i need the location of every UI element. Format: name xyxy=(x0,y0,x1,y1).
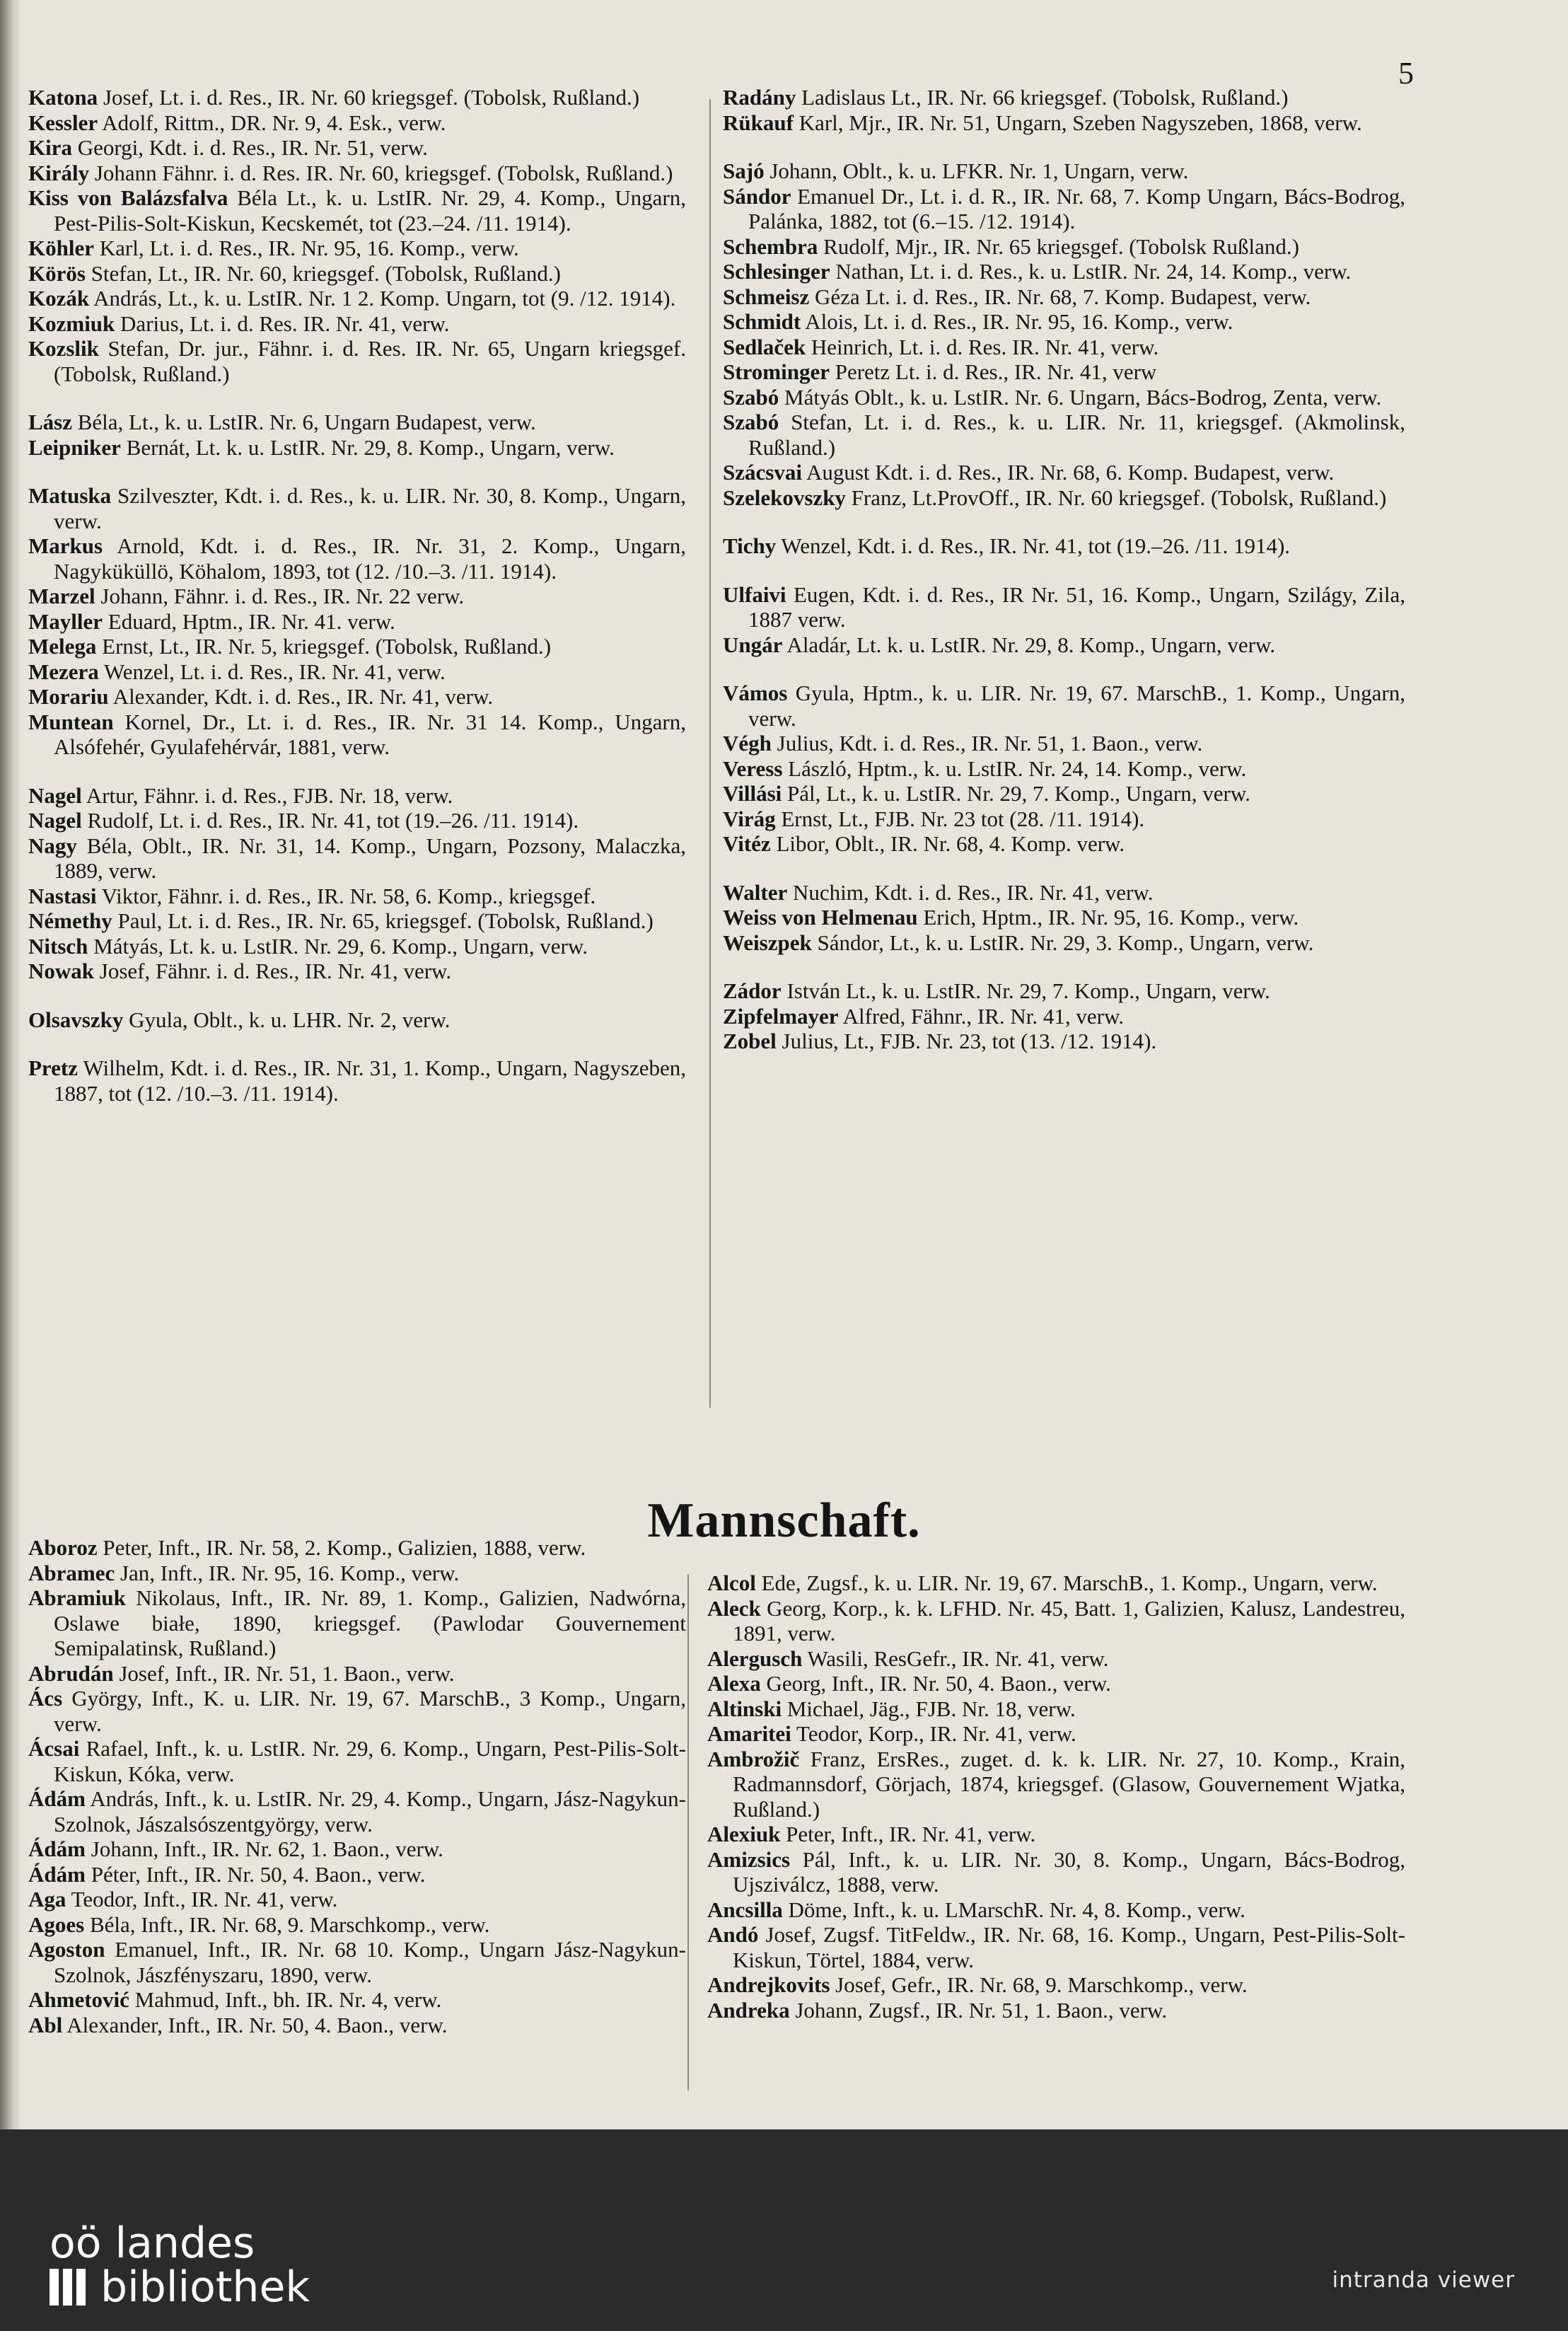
entry-spacer xyxy=(28,1032,686,1055)
entry-details: Nuchim, Kdt. i. d. Res., IR. Nr. 41, verw. xyxy=(787,879,1154,905)
entry-details: Sándor, Lt., k. u. LstIR. Nr. 29, 3. Komp., Ungarn, verw. xyxy=(811,930,1314,955)
entry-details: Erich, Hptm., IR. Nr. 95, 16. Komp., verw. xyxy=(917,905,1299,930)
entry-surname: Markus xyxy=(28,533,103,558)
entry-surname: Ancsilla xyxy=(707,1897,783,1922)
roll-entry xyxy=(723,158,1405,184)
entry-surname: Zipfelmayer xyxy=(723,1003,839,1029)
roll-entry xyxy=(707,1671,1405,1696)
entry-surname: Strominger xyxy=(723,359,830,384)
roll-entry xyxy=(723,781,1405,806)
roll-entry xyxy=(28,135,686,161)
entry-details: Julius, Lt., FJB. Nr. 23, tot (13. /12. 1914). xyxy=(776,1029,1157,1053)
entry-surname: Nastasi xyxy=(28,883,97,908)
section-title: Mannschaft. xyxy=(647,1493,921,1548)
entry-surname: Agoes xyxy=(28,1911,85,1937)
entry-details: Artur, Fähnr. i. d. Res., FJB. Nr. 18, verw. xyxy=(81,782,453,808)
entry-details: Rudolf, Mjr., IR. Nr. 65 kriegsgef. (Tobolsk Rußland.) xyxy=(818,233,1299,259)
roll-entry xyxy=(723,85,1405,110)
entry-details: Johann, Fähnr. i. d. Res., IR. Nr. 22 verw. xyxy=(95,584,465,608)
entry-details: Mátyás Oblt., k. u. LstIR. Nr. 6. Ungarn, Bács-Bodrog, Zenta, verw. xyxy=(779,384,1382,410)
roll-entry xyxy=(28,1987,686,2013)
entry-surname: Andreka xyxy=(707,1997,790,2023)
entry-spacer xyxy=(28,760,686,783)
entry-surname: Szelekovszky xyxy=(723,485,846,510)
roll-entry xyxy=(28,1887,686,1912)
library-logo[interactable] xyxy=(50,2221,310,2313)
roll-entry xyxy=(723,1004,1405,1029)
entry-surname: Nagy xyxy=(28,833,77,858)
entry-details: Pál, Inft., k. u. LIR. Nr. 30, 8. Komp., Ungarn, Bács-Bodrog, Ujsziválcz, 1888, verw. xyxy=(733,1846,1405,1897)
roll-entry xyxy=(28,1055,686,1106)
entry-details: Alfred, Fähnr., IR. Nr. 41, verw. xyxy=(838,1003,1125,1029)
entry-details: Franz, ErsRes., zuget. d. k. k. LIR. Nr. 27, 10. Komp., Krain, Radmannsdorf, Görjach, 1874, kriegsgef. (Glasow, Gouvernement Wjatka, Rußland.) xyxy=(733,1746,1405,1822)
roll-entry xyxy=(28,833,686,884)
entry-surname: Ádám xyxy=(28,1861,86,1887)
roll-entry xyxy=(707,1822,1405,1847)
roll-entry xyxy=(28,1686,686,1736)
entry-spacer xyxy=(723,955,1405,978)
entry-surname: Abramiuk xyxy=(28,1585,126,1610)
roll-entry xyxy=(723,410,1405,460)
entry-spacer xyxy=(723,135,1405,158)
entry-details: Karl, Lt. i. d. Res., IR. Nr. 95, 16. Komp., verw. xyxy=(94,236,519,260)
roll-entry xyxy=(28,85,686,110)
entry-surname: Kozák xyxy=(28,286,90,311)
entry-surname: Melega xyxy=(28,634,97,659)
roll-entry xyxy=(28,609,686,635)
roll-entry xyxy=(723,831,1405,857)
entry-details: Karl, Mjr., IR. Nr. 51, Ungarn, Szeben Nagyszeben, 1868, verw. xyxy=(793,110,1362,135)
roll-entry xyxy=(28,261,686,287)
entry-surname: Altinski xyxy=(707,1696,782,1721)
roll-entry xyxy=(28,236,686,261)
entry-details: Rafael, Inft., k. u. LstIR. Nr. 29, 6. Komp., Ungarn, Pest-Pilis-Solt-Kiskun, Kóka, verw. xyxy=(54,1736,686,1786)
entry-details: Rudolf, Lt. i. d. Res., IR. Nr. 41, tot (19.–26. /11. 1914). xyxy=(81,808,579,833)
entry-details: Béla Lt., k. u. LstIR. Nr. 29, 4. Komp., Ungarn, Pest-Pilis-Solt-Kiskun, Kecskemét, tot (23.–24. /11. 1914). xyxy=(54,185,686,236)
entry-details: Béla, Lt., k. u. LstIR. Nr. 6, Ungarn Budapest, verw. xyxy=(72,410,536,434)
roll-entry xyxy=(28,884,686,909)
entry-surname: Schmeisz xyxy=(723,284,810,309)
roll-entry xyxy=(28,1937,686,1987)
roll-entry xyxy=(28,1736,686,1786)
entry-details: Georg, Inft., IR. Nr. 50, 4. Baon., verw. xyxy=(760,1671,1111,1696)
entry-details: Arnold, Kdt. i. d. Res., IR. Nr. 31, 2. Komp., Ungarn, Nagyküküllö, Köhalom, 1893, tot (12. /10.–3. /11. 1914). xyxy=(54,533,686,584)
entry-surname: Abramec xyxy=(28,1560,115,1585)
entry-details: Josef, Fähnr. i. d. Res., IR. Nr. 41, verw. xyxy=(94,959,452,983)
entry-surname: Körös xyxy=(28,260,86,286)
entry-details: András, Lt., k. u. LstIR. Nr. 1 2. Komp. Ungarn, tot (9. /12. 1914). xyxy=(89,286,676,311)
entry-details: Teodor, Korp., IR. Nr. 41, verw. xyxy=(791,1721,1076,1746)
entry-surname: Leipniker xyxy=(28,434,121,460)
entry-details: Béla, Oblt., IR. Nr. 31, 14. Komp., Ungarn, Pozsony, Malaczka, 1889, verw. xyxy=(54,833,686,883)
entry-details: Josef, Inft., IR. Nr. 51, 1. Baon., verw. xyxy=(113,1660,455,1686)
viewer-footer xyxy=(0,2129,1568,2331)
entry-surname: Szabó xyxy=(723,384,779,410)
entry-details: Aladár, Lt. k. u. LstIR. Nr. 29, 8. Komp., Ungarn, verw. xyxy=(782,632,1276,657)
entry-spacer xyxy=(28,460,686,483)
entry-details: Stefan, Lt., IR. Nr. 60, kriegsgef. (Tobolsk, Rußland.) xyxy=(85,260,561,286)
roll-entry xyxy=(28,1585,686,1661)
roll-entry xyxy=(28,783,686,809)
entry-details: Wenzel, Kdt. i. d. Res., IR. Nr. 41, tot (19.–26. /11. 1914). xyxy=(776,533,1291,558)
entry-surname: Veress xyxy=(723,756,783,781)
entry-column-left-top xyxy=(28,85,686,1106)
logo-line-1: oö landes xyxy=(50,2219,255,2268)
entry-surname: Nagel xyxy=(28,808,82,833)
entry-details: Franz, Lt.ProvOff., IR. Nr. 60 kriegsgef. (Tobolsk, Rußland.) xyxy=(845,485,1387,510)
entry-details: Georg, Korp., k. k. LFHD. Nr. 45, Batt. 1, Galizien, Kalusz, Landestreu, 1891, verw. xyxy=(733,1595,1405,1645)
entry-surname: Nowak xyxy=(28,959,95,983)
entry-details: Paul, Lt. i. d. Res., IR. Nr. 65, kriegsgef. (Tobolsk, Rußland.) xyxy=(112,908,654,933)
roll-entry xyxy=(28,286,686,311)
roll-entry xyxy=(723,485,1405,511)
entry-surname: Andó xyxy=(707,1922,759,1947)
entry-surname: Morariu xyxy=(28,684,109,709)
entry-details: Wilhelm, Kdt. i. d. Res., IR. Nr. 31, 1. Komp., Ungarn, Nagyszeben, 1887, tot (12. /10.–3. /11. 1914). xyxy=(54,1055,686,1106)
roll-entry xyxy=(723,632,1405,658)
roll-entry xyxy=(707,1897,1405,1923)
entry-surname: Olsavszky xyxy=(28,1007,124,1032)
entry-details: Darius, Lt. i. d. Res. IR. Nr. 41, verw. xyxy=(115,311,450,336)
entry-surname: Alcol xyxy=(707,1571,756,1595)
entry-details: Viktor, Fähnr. i. d. Res., IR. Nr. 58, 6. Komp., kriegsgef. xyxy=(96,883,596,908)
entry-surname: Amaritei xyxy=(707,1721,791,1746)
roll-entry xyxy=(28,2013,686,2038)
entry-details: Stefan, Dr. jur., Fähnr. i. d. Res. IR. Nr. 65, Ungarn kriegsgef. (Tobolsk, Rußland.) xyxy=(54,336,686,386)
roll-entry xyxy=(723,756,1405,782)
entry-surname: Szácsvai xyxy=(723,460,802,485)
entry-details: Eugen, Kdt. i. d. Res., IR Nr. 51, 16. Komp., Ungarn, Szilágy, Zila, 1887 verw. xyxy=(748,582,1405,632)
entry-surname: Kessler xyxy=(28,110,98,135)
roll-entry xyxy=(723,385,1405,410)
entry-surname: Kozslik xyxy=(28,336,99,361)
roll-entry xyxy=(707,1571,1405,1596)
roll-entry xyxy=(28,1661,686,1687)
entry-surname: Végh xyxy=(723,731,772,756)
roll-entry xyxy=(28,1561,686,1586)
entry-surname: Katona xyxy=(28,85,98,110)
entry-surname: Ahmetović xyxy=(28,1987,129,2012)
roll-entry xyxy=(28,185,686,236)
roll-entry xyxy=(723,905,1405,930)
entry-surname: Sajó xyxy=(723,158,765,183)
entry-surname: Némethy xyxy=(28,908,112,933)
roll-entry xyxy=(723,806,1405,832)
entry-details: Peretz Lt. i. d. Res., IR. Nr. 41, verw xyxy=(829,359,1157,384)
entry-surname: Zobel xyxy=(723,1029,777,1053)
entry-details: Julius, Kdt. i. d. Res., IR. Nr. 51, 1. Baon., verw. xyxy=(771,731,1203,756)
roll-entry xyxy=(28,1837,686,1862)
roll-entry xyxy=(723,309,1405,335)
entry-details: István Lt., k. u. LstIR. Nr. 29, 7. Komp., Ungarn, verw. xyxy=(781,978,1270,1003)
entry-details: Döme, Inft., k. u. LMarschR. Nr. 4, 8. Komp., verw. xyxy=(782,1897,1245,1922)
entry-surname: Radány xyxy=(723,85,796,110)
entry-details: Adolf, Rittm., DR. Nr. 9, 4. Esk., verw. xyxy=(98,110,446,135)
entry-details: Stefan, Lt. i. d. Res., k. u. LIR. Nr. 11, kriegsgef. (Akmolinsk, Rußland.) xyxy=(748,410,1405,460)
entry-spacer xyxy=(723,857,1405,880)
entry-details: Mátyás, Lt. k. u. LstIR. Nr. 29, 6. Komp., Ungarn, verw. xyxy=(88,933,588,959)
entry-details: Libor, Oblt., IR. Nr. 68, 4. Komp. verw. xyxy=(770,831,1125,856)
roll-entry xyxy=(707,1998,1405,2023)
roll-entry xyxy=(28,684,686,710)
roll-entry xyxy=(723,930,1405,956)
roll-entry xyxy=(707,1922,1405,1972)
entry-surname: Abrudán xyxy=(28,1660,114,1686)
roll-entry xyxy=(723,284,1405,310)
roll-entry xyxy=(723,533,1405,559)
entry-details: Emanuel, Inft., IR. Nr. 68 10. Komp., Ungarn Jász-Nagykun-Szolnok, Jászfényszaru, 1890, verw. xyxy=(54,1937,686,1987)
entry-surname: Sedlaček xyxy=(723,334,806,359)
entry-surname: Szabó xyxy=(723,410,779,434)
entry-surname: Abl xyxy=(28,2012,63,2037)
roll-entry xyxy=(28,808,686,833)
entry-spacer xyxy=(723,510,1405,533)
entry-details: Wenzel, Lt. i. d. Res., IR. Nr. 41, verw. xyxy=(98,659,446,684)
entry-surname: Amizsics xyxy=(707,1846,791,1872)
entry-details: Alexander, Inft., IR. Nr. 50, 4. Baon., verw. xyxy=(62,2012,448,2037)
entry-surname: Ungár xyxy=(723,632,783,657)
entry-surname: Muntean xyxy=(28,709,114,734)
column-divider xyxy=(709,99,711,1408)
roll-entry xyxy=(28,336,686,386)
entry-surname: Virág xyxy=(723,806,776,831)
entry-details: Nikolaus, Inft., IR. Nr. 89, 1. Komp., Galizien, Nadwórna, Oslawe białe, 1890, kriegsgef. (Pawlodar Gouvernement Semipalatinsk, Rußland.) xyxy=(54,1585,686,1660)
entry-surname: Nitsch xyxy=(28,933,88,959)
entry-surname: Tichy xyxy=(723,533,777,558)
entry-spacer xyxy=(723,559,1405,582)
entry-details: Georgi, Kdt. i. d. Res., IR. Nr. 51, verw. xyxy=(72,135,428,160)
roll-entry xyxy=(707,1596,1405,1646)
roll-entry xyxy=(723,234,1405,260)
entry-surname: Ulfaivi xyxy=(723,582,786,607)
entry-surname: Mayller xyxy=(28,608,103,634)
entry-details: Mahmud, Inft., bh. IR. Nr. 4, verw. xyxy=(129,1987,442,2012)
entry-details: Josef, Lt. i. d. Res., IR. Nr. 60 kriegsgef. (Tobolsk, Rußland.) xyxy=(98,85,640,110)
entry-surname: Weiss von Helmenau xyxy=(723,905,918,930)
roll-entry xyxy=(723,110,1405,136)
roll-entry xyxy=(28,435,686,461)
entry-details: Gyula, Oblt., k. u. LHR. Nr. 2, verw. xyxy=(123,1007,451,1032)
entry-details: Johann, Zugsf., IR. Nr. 51, 1. Baon., verw. xyxy=(789,1997,1168,2023)
entry-surname: Andrejkovits xyxy=(707,1972,830,1997)
entry-details: Ede, Zugsf., k. u. LIR. Nr. 19, 67. MarschB., 1. Komp., Ungarn, verw. xyxy=(755,1571,1378,1595)
roll-entry xyxy=(28,1786,686,1837)
entry-details: Ernst, Lt., FJB. Nr. 23 tot (28. /11. 1914). xyxy=(775,806,1145,831)
entry-spacer xyxy=(28,386,686,410)
entry-details: Heinrich, Lt. i. d. Res. IR. Nr. 41, verw. xyxy=(806,334,1159,359)
roll-entry xyxy=(723,184,1405,234)
entry-surname: Weiszpek xyxy=(723,930,812,955)
entry-details: Eduard, Hptm., IR. Nr. 41. verw. xyxy=(103,608,395,634)
entry-details: Alois, Lt. i. d. Res., IR. Nr. 95, 16. Komp., verw. xyxy=(801,309,1233,334)
roll-entry xyxy=(723,359,1405,385)
roll-entry xyxy=(707,1972,1405,1998)
entry-surname: Alergusch xyxy=(707,1645,803,1671)
entry-surname: Aga xyxy=(28,1887,66,1911)
roll-entry xyxy=(707,1721,1405,1747)
page-number: 5 xyxy=(1398,56,1414,91)
roll-entry xyxy=(707,1747,1405,1822)
viewer-label: intranda viewer xyxy=(1332,2267,1515,2293)
entry-surname: Rükauf xyxy=(723,110,794,135)
roll-entry xyxy=(28,1862,686,1887)
entry-column-right-top xyxy=(723,85,1405,1054)
entry-details: Josef, Zugsf. TitFeldw., IR. Nr. 68, 16. Komp., Ungarn, Pest-Pilis-Solt-Kiskun, Törtel, 1884, verw. xyxy=(733,1922,1405,1972)
entry-details: Alexander, Kdt. i. d. Res., IR. Nr. 41, verw. xyxy=(108,684,494,709)
entry-surname: Walter xyxy=(723,879,788,905)
entry-surname: Köhler xyxy=(28,236,94,260)
entry-details: Kornel, Dr., Lt. i. d. Res., IR. Nr. 31 14. Komp., Ungarn, Alsófehér, Gyulafehérvár, 1881, verw. xyxy=(54,709,686,759)
entry-details: Gyula, Hptm., k. u. LIR. Nr. 19, 67. MarschB., 1. Komp., Ungarn, verw. xyxy=(748,681,1405,731)
entry-surname: Villási xyxy=(723,781,782,806)
entry-surname: Ács xyxy=(28,1686,63,1711)
entry-surname: Kiss von Balázsfalva xyxy=(28,185,228,210)
entry-details: Teodor, Inft., IR. Nr. 41, verw. xyxy=(66,1887,338,1911)
entry-details: László, Hptm., k. u. LstIR. Nr. 24, 14. Komp., verw. xyxy=(782,756,1247,781)
entry-details: András, Inft., k. u. LstIR. Nr. 29, 4. Komp., Ungarn, Jász-Nagykun-Szolnok, Jászalsószentgyörgy, verw. xyxy=(54,1786,686,1837)
roll-entry xyxy=(28,934,686,959)
entry-details: Michael, Jäg., FJB. Nr. 18, verw. xyxy=(782,1696,1076,1721)
entry-details: Peter, Inft., IR. Nr. 41, verw. xyxy=(780,1822,1036,1846)
entry-surname: Agoston xyxy=(28,1937,105,1962)
roll-entry xyxy=(723,460,1405,485)
entry-surname: Nagel xyxy=(28,782,82,808)
entry-surname: Ádám xyxy=(28,1837,86,1861)
roll-entry xyxy=(28,710,686,760)
roll-entry xyxy=(28,110,686,136)
entry-surname: Marzel xyxy=(28,584,95,608)
entry-surname: Lász xyxy=(28,410,72,434)
entry-surname: Ácsai xyxy=(28,1736,80,1761)
roll-entry xyxy=(28,634,686,659)
entry-details: Johann, Inft., IR. Nr. 62, 1. Baon., verw. xyxy=(85,1837,443,1861)
entry-details: Johann, Oblt., k. u. LFKR. Nr. 1, Ungarn, verw. xyxy=(764,158,1189,183)
entry-surname: Alexa xyxy=(707,1671,761,1696)
entry-surname: Ádám xyxy=(28,1786,86,1811)
entry-column-left-bottom xyxy=(28,1535,686,2037)
roll-entry xyxy=(28,908,686,934)
roll-entry xyxy=(28,483,686,533)
roll-entry xyxy=(723,259,1405,284)
roll-entry xyxy=(28,1535,686,1561)
entry-surname: Pretz xyxy=(28,1055,78,1080)
roll-entry xyxy=(723,681,1405,731)
entry-details: Szilveszter, Kdt. i. d. Res., k. u. LIR. Nr. 30, 8. Komp., Ungarn, verw. xyxy=(54,483,686,533)
entry-details: Wasili, ResGefr., IR. Nr. 41, verw. xyxy=(802,1645,1109,1671)
entry-surname: Aleck xyxy=(707,1595,761,1621)
roll-entry xyxy=(707,1696,1405,1722)
entry-details: Péter, Inft., IR. Nr. 50, 4. Baon., verw. xyxy=(85,1861,426,1887)
entry-details: Béla, Inft., IR. Nr. 68, 9. Marschkomp., verw. xyxy=(84,1911,490,1937)
entry-details: Pál, Lt., k. u. LstIR. Nr. 29, 7. Komp., Ungarn, verw. xyxy=(782,781,1250,806)
roll-entry xyxy=(707,1646,1405,1672)
entry-surname: Schembra xyxy=(723,233,818,259)
roll-entry xyxy=(28,959,686,984)
logo-bars-icon xyxy=(50,2269,92,2313)
roll-entry xyxy=(723,1029,1405,1054)
entry-details: Peter, Inft., IR. Nr. 58, 2. Komp., Galizien, 1888, verw. xyxy=(97,1535,586,1560)
logo-line-2: bibliothek xyxy=(100,2262,310,2312)
roll-entry xyxy=(707,1847,1405,1897)
roll-entry xyxy=(723,731,1405,756)
column-divider xyxy=(687,1574,689,2090)
entry-details: August Kdt. i. d. Res., IR. Nr. 68, 6. Komp. Budapest, verw. xyxy=(801,460,1335,485)
roll-entry xyxy=(723,335,1405,360)
roll-entry xyxy=(28,410,686,435)
entry-details: Ernst, Lt., IR. Nr. 5, kriegsgef. (Tobolsk, Rußland.) xyxy=(96,634,552,659)
entry-spacer xyxy=(723,657,1405,681)
roll-entry xyxy=(28,659,686,685)
entry-surname: Király xyxy=(28,160,90,185)
entry-details: Nathan, Lt. i. d. Res., k. u. LstIR. Nr. 24, 14. Komp., verw. xyxy=(830,259,1352,284)
entry-details: György, Inft., K. u. LIR. Nr. 19, 67. MarschB., 3 Komp., Ungarn, verw. xyxy=(54,1686,686,1736)
entry-details: Bernát, Lt. k. u. LstIR. Nr. 29, 8. Komp., Ungarn, verw. xyxy=(120,434,615,460)
roll-entry xyxy=(28,533,686,584)
entry-surname: Vámos xyxy=(723,681,788,705)
entry-surname: Kira xyxy=(28,135,72,160)
roll-entry xyxy=(723,582,1405,632)
entry-details: Josef, Gefr., IR. Nr. 68, 9. Marschkomp., verw. xyxy=(830,1972,1248,1997)
entry-surname: Matuska xyxy=(28,483,112,508)
roll-entry xyxy=(28,161,686,186)
entry-surname: Ambrožič xyxy=(707,1746,800,1771)
entry-surname: Schlesinger xyxy=(723,259,830,284)
entry-surname: Kozmiuk xyxy=(28,311,115,336)
entry-surname: Alexiuk xyxy=(707,1822,781,1846)
roll-entry xyxy=(28,584,686,609)
entry-details: Johann Fähnr. i. d. Res. IR. Nr. 60, kriegsgef. (Tobolsk, Rußland.) xyxy=(89,160,673,185)
entry-surname: Zádor xyxy=(723,978,782,1003)
roll-entry xyxy=(723,978,1405,1004)
entry-surname: Sándor xyxy=(723,183,791,209)
entry-details: Emanuel Dr., Lt. i. d. R., IR. Nr. 68, 7. Komp Ungarn, Bács-Bodrog, Palánka, 1882, tot (6.–15. /12. 1914). xyxy=(748,183,1405,233)
entry-surname: Vitéz xyxy=(723,831,771,856)
entry-surname: Aboroz xyxy=(28,1535,98,1560)
roll-entry xyxy=(28,1007,686,1033)
entry-surname: Mezera xyxy=(28,659,99,684)
entry-details: Ladislaus Lt., IR. Nr. 66 kriegsgef. (Tobolsk, Rußland.) xyxy=(796,85,1289,110)
roll-entry xyxy=(723,880,1405,906)
entry-spacer xyxy=(28,984,686,1007)
entry-details: Jan, Inft., IR. Nr. 95, 16. Komp., verw. xyxy=(115,1560,460,1585)
entry-details: Géza Lt. i. d. Res., IR. Nr. 68, 7. Komp. Budapest, verw. xyxy=(809,284,1311,309)
entry-column-right-bottom xyxy=(707,1571,1405,2023)
entry-surname: Schmidt xyxy=(723,309,801,334)
roll-entry xyxy=(28,311,686,337)
roll-entry xyxy=(28,1912,686,1938)
